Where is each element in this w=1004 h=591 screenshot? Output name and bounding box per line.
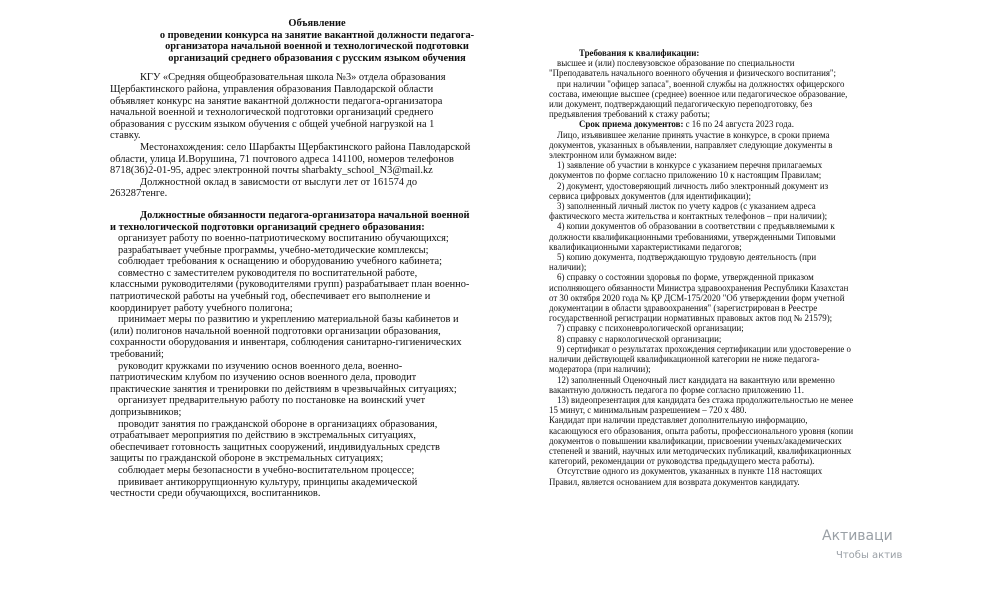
document-line: наличии); bbox=[549, 262, 587, 273]
duties-heading-line: Должностные обязанности педагога-организатора начальной военной bbox=[140, 209, 470, 221]
windows-activation-watermark bbox=[822, 528, 902, 562]
intro-paragraph bbox=[110, 72, 524, 142]
duty-line: совместно с заместителем руководителя по воспитательной работе, bbox=[118, 267, 418, 279]
document-line: касающуюся его образования, опыта работы, профессионального уровня (копии bbox=[549, 425, 854, 436]
duty-line: организует работу по военно-патриотическому воспитанию обучающихся; bbox=[118, 233, 449, 245]
document-line: вакантную должность педагога по форме согласно приложению 11. bbox=[549, 384, 804, 395]
duty-line: принимает меры по развитию и укреплению материальной базы кабинетов и bbox=[118, 314, 459, 326]
duty-line: классными руководителями (руководителями групп) разрабатывает план военно- bbox=[110, 279, 470, 291]
announcement-title bbox=[110, 18, 524, 64]
location-line: 263287тенге. bbox=[110, 188, 168, 200]
requirements-heading: Требования к квалификации: bbox=[579, 48, 700, 58]
document-line: квалификационными характеристиками педагогов; bbox=[549, 241, 742, 252]
requirement-line: высшее и (или) послевузовское образование по специальности bbox=[557, 58, 795, 69]
document-line: 9) сертификат о результатах прохождения сертификации или удостоверение о bbox=[557, 343, 851, 354]
duty-line: прививает антикоррупционную культуру, принципы академической bbox=[118, 476, 418, 488]
document-line: 4) копии документов об образовании в соответствии с предъявляемыми к bbox=[557, 221, 835, 232]
document-line: Лицо, изъявившее желание принять участие в конкурсе, в сроки приема bbox=[557, 129, 830, 140]
document-line: 6) справку о состоянии здоровья по форме, утвержденной приказом bbox=[557, 272, 814, 283]
document-line: должности квалификационными требованиями, утвержденными Типовыми bbox=[549, 231, 836, 242]
duty-line: сохранности оборудования и инвентаря, соблюдения санитарно-гигиенических bbox=[110, 337, 462, 349]
title-line: о проведении конкурса на занятие вакантной должности педагога- bbox=[159, 29, 475, 41]
duty-line: разрабатывает учебные программы, учебно-методические комплексы; bbox=[118, 244, 429, 256]
deadline-line bbox=[549, 119, 898, 129]
requirement-line: предъявления требований к стажу работы; bbox=[549, 109, 710, 120]
intro-line: ставку. bbox=[110, 130, 141, 142]
duty-line: (или) полигонов начальной военной подготовки организации образования, bbox=[110, 325, 441, 337]
requirements-list bbox=[549, 58, 898, 119]
document-line: Правил, является основанием для возврата документов кандидату. bbox=[549, 476, 800, 487]
left-column bbox=[110, 18, 524, 500]
intro-line: образования с русским языком обучения с общей учебной нагрузкой на 1 bbox=[110, 118, 435, 130]
title-line: Объявление bbox=[288, 18, 346, 29]
duties-heading bbox=[110, 210, 524, 233]
duty-line: обеспечивает готовность защитных сооружений, индивидуальных средств bbox=[110, 441, 440, 453]
document-line: электронном или бумажном виде: bbox=[549, 150, 677, 161]
document-line: 3) заполненный личный листок по учету кадров (с указанием адреса bbox=[557, 201, 816, 212]
documents-list bbox=[549, 130, 898, 487]
location-line: Местонахождения: село Шарбакты Щербактинского района Павлодарской bbox=[140, 141, 471, 153]
document-line: 1) заявление об участии в конкурсе с указанием перечня прилагаемых bbox=[557, 160, 823, 171]
document-line: 15 минут, с минимальным разрешением – 720 x 480. bbox=[549, 405, 747, 416]
duty-line: отрабатывает мероприятия по действию в экстремальных ситуациях, bbox=[110, 430, 417, 442]
watermark-line-1: Активаци bbox=[822, 528, 893, 544]
location-paragraph bbox=[110, 142, 524, 200]
document-line: 5) копию документа, подтверждающую трудовую деятельность (при bbox=[557, 252, 817, 263]
intro-line: начальной военной и технологической подготовки организаций среднего bbox=[110, 107, 434, 119]
duty-line: соблюдает требования к оснащению и оборудованию учебного кабинета; bbox=[118, 256, 443, 268]
location-line: области, улица И.Ворушина, 71 почтового адреса 141100, номеров телефонов bbox=[110, 153, 454, 165]
right-column bbox=[549, 48, 898, 487]
duty-line: организует предварительную работу по постановке на воинский учет bbox=[118, 395, 426, 407]
intro-line: КГУ «Средняя общеобразовательная школа №3» отдела образования bbox=[140, 72, 446, 84]
document-line: документов, указанных в объявлении, направляет следующие документы в bbox=[549, 139, 833, 150]
document-line: степеней и званий, научных или методических публикаций, квалификационных bbox=[549, 445, 852, 456]
document-line: документов о повышении квалификации, присвоении ученых/академических bbox=[549, 435, 842, 446]
location-line: Должностной оклад в зависмости от выслуги лет от 161574 до bbox=[140, 176, 418, 188]
duties-heading-line: и технологической подготовки организаций среднего образования: bbox=[110, 221, 425, 233]
title-line: организатора начальной военной и технологической подготовки bbox=[165, 41, 469, 53]
intro-line: объявляет конкурс на занятие вакантной должности педагога-организатора bbox=[110, 95, 443, 107]
requirement-line: состава, имеющие высшее (среднее) военное или педагогическое образование, bbox=[549, 88, 848, 99]
duty-line: допризывников; bbox=[110, 407, 182, 418]
duties-list bbox=[110, 233, 524, 500]
document-line: 13) видеопрезентация для кандидата без стажа продолжительностью не менее bbox=[557, 394, 854, 405]
requirement-line: при наличии "офицер запаса", военной службы на должностях офицерского bbox=[557, 78, 845, 89]
document-line: документов по форме согласно приложению 10 к настоящим Правилам; bbox=[549, 170, 822, 181]
duty-line: проводит занятия по гражданской обороне в организациях образования, bbox=[118, 418, 438, 430]
location-line: 8718(36)2-01-95, адрес электронной почты sharbakty_school_N3@mail.kz bbox=[110, 165, 433, 177]
document-line: 8) справку с наркологической организации; bbox=[557, 333, 722, 344]
document-line: наличии действующей квалификационной категории не ниже педагога- bbox=[549, 354, 820, 365]
document-line: Отсутствие одного из документов, указанных в пункте 118 настоящих bbox=[557, 466, 823, 477]
document-line: исполняющего обязанности Министра здравоохранения Республики Казахстан bbox=[549, 282, 849, 293]
duty-line: патриотической работы на учебный год, обеспечивает его выполнение и bbox=[110, 291, 431, 303]
deadline-label: Срок приема документов: bbox=[579, 119, 684, 130]
duty-line: патриотическим клубом по изучению основ военного дела, проводит bbox=[110, 372, 417, 384]
watermark-line-2: Чтобы актив bbox=[836, 550, 903, 561]
document-line: 12) заполненный Оценочный лист кандидата на вакантную или временно bbox=[557, 374, 835, 385]
document-line: государственной регистрации нормативных правовых актов под № 21579); bbox=[549, 313, 833, 324]
intro-line: Щербактинского района, управления образования Павлодарской области bbox=[110, 83, 434, 95]
document-line: модератора (при наличии); bbox=[549, 364, 651, 375]
document-line: документации в области здравоохранения" (зарегистрирован в Реестре bbox=[549, 303, 818, 314]
document-line: Кандидат при наличии представляет дополнительную информацию, bbox=[549, 415, 808, 426]
requirement-line: или документ, подтверждающий педагогическую переподготовку, без bbox=[549, 99, 813, 110]
duty-line: соблюдает меры безопасности в учебно-воспитательном процессе; bbox=[118, 464, 415, 476]
document-line: 7) справку с психоневрологической организации; bbox=[557, 323, 744, 334]
duty-line: координирует работу учебного полигона; bbox=[110, 302, 293, 314]
requirement-line: "Преподаватель начального военного обучения и физического воспитания"; bbox=[549, 68, 837, 79]
duty-line: требований; bbox=[110, 349, 164, 361]
duty-line: руководит кружками по изучению основ военного дела, военно- bbox=[118, 360, 403, 372]
deadline-value: с 16 по 24 августа 2023 года. bbox=[683, 119, 794, 130]
title-line: организаций среднего образования с русским языком обучения bbox=[168, 52, 466, 64]
document-line: категорий, рекомендации от руководства предыдущего места работы). bbox=[549, 456, 815, 467]
document-line: от 30 октября 2020 года № ҚР ДСМ-175/2020 "Об утверждении форм учетной bbox=[549, 292, 845, 303]
document-line: сервиса цифровых документов (для идентификации); bbox=[549, 190, 751, 201]
duty-line: защиты по гражданской обороне в экстремальных ситуациях; bbox=[110, 453, 384, 465]
duty-line: практические занятия и тренировки по действиям в чрезвычайных ситуациях; bbox=[110, 383, 457, 395]
document-line: 2) документ, удостоверяющий личность либо электронный документ из bbox=[557, 180, 829, 191]
duty-line: честности среди обучающихся, воспитанников. bbox=[110, 488, 321, 500]
document-line: фактического места жительства и контактных телефонов – при наличии); bbox=[549, 211, 828, 222]
